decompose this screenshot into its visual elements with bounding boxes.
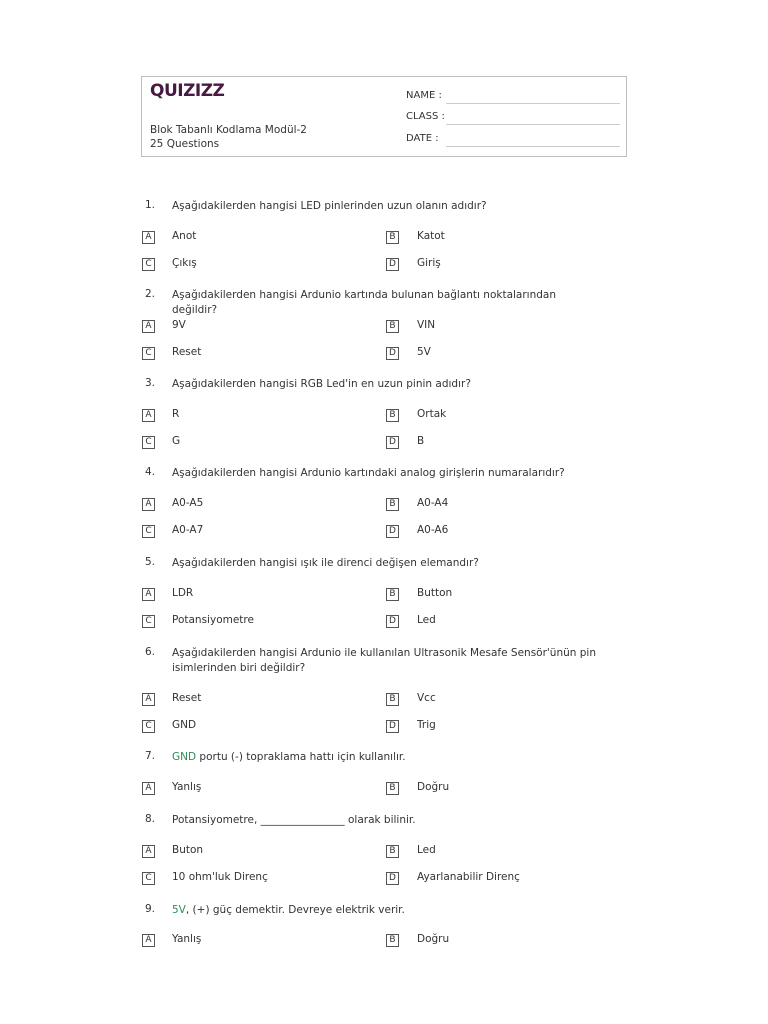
option-box-d[interactable]: D xyxy=(386,615,399,628)
option-text: A0-A5 xyxy=(172,497,204,509)
option-text: A0-A6 xyxy=(417,524,449,536)
option-text: A0-A7 xyxy=(172,524,204,536)
option-text: 10 ohm'luk Direnç xyxy=(172,871,268,883)
option-text: Doğru xyxy=(417,933,450,945)
option-text: Giriş xyxy=(417,257,441,269)
option-text: Yanlış xyxy=(172,933,202,945)
option-text: Led xyxy=(417,614,436,626)
option-box-a[interactable]: A xyxy=(142,782,155,795)
highlighted-term: 5V xyxy=(172,904,186,916)
question-text-rest: portu (-) topraklama hattı için kullanılır. xyxy=(196,751,406,763)
option-box-d[interactable]: D xyxy=(386,525,399,538)
question-number: 8. xyxy=(145,813,156,825)
option-box-b[interactable]: B xyxy=(386,845,399,858)
option-text: Trig xyxy=(417,719,436,731)
option-box-a[interactable]: A xyxy=(142,693,155,706)
name-label: NAME : xyxy=(406,90,442,101)
option-text: 9V xyxy=(172,319,186,331)
date-field[interactable] xyxy=(446,146,620,147)
option-box-c[interactable]: C xyxy=(142,615,155,628)
class-label: CLASS : xyxy=(406,111,445,122)
option-text: Ayarlanabilir Direnç xyxy=(417,871,520,883)
option-box-d[interactable]: D xyxy=(386,436,399,449)
question-count: 25 Questions xyxy=(150,138,220,150)
option-box-b[interactable]: B xyxy=(386,588,399,601)
question-text: Aşağıdakilerden hangisi ışık ile direnci değişen elemandır? xyxy=(172,557,479,569)
option-text: Doğru xyxy=(417,781,450,793)
option-text: VIN xyxy=(417,319,436,331)
option-box-d[interactable]: D xyxy=(386,258,399,271)
question-number: 5. xyxy=(145,556,156,568)
question-number: 2. xyxy=(145,288,156,300)
highlighted-term: GND xyxy=(172,751,197,763)
option-text: GND xyxy=(172,719,197,731)
question-number: 7. xyxy=(145,750,156,762)
question-number: 4. xyxy=(145,466,156,478)
option-text: Yanlış xyxy=(172,781,202,793)
option-text: Button xyxy=(417,587,453,599)
worksheet-header xyxy=(141,76,627,157)
question-text-rest: , (+) güç demektir. Devreye elektrik verir. xyxy=(185,904,405,916)
question-text: Potansiyometre, ________________ olarak bilinir. xyxy=(172,814,416,826)
question-text: Aşağıdakilerden hangisi RGB Led'in en uzun pinin adıdır? xyxy=(172,378,471,390)
question-number: 1. xyxy=(145,199,156,211)
quizizz-logo: QUIZIZZ xyxy=(150,81,225,101)
question-text xyxy=(172,750,602,765)
option-box-c[interactable]: C xyxy=(142,258,155,271)
question-number: 9. xyxy=(145,903,156,915)
option-text: A0-A4 xyxy=(417,497,449,509)
worksheet-title: Blok Tabanlı Kodlama Modül-2 xyxy=(150,124,307,136)
option-box-c[interactable]: C xyxy=(142,347,155,360)
option-box-a[interactable]: A xyxy=(142,845,155,858)
option-box-c[interactable]: C xyxy=(142,436,155,449)
option-text: Reset xyxy=(172,346,202,358)
option-box-b[interactable]: B xyxy=(386,498,399,511)
option-box-a[interactable]: A xyxy=(142,409,155,422)
question-number: 6. xyxy=(145,646,156,658)
question-text xyxy=(172,903,602,918)
question-text-line-1: Aşağıdakilerden hangisi Ardunio ile kullanılan Ultrasonik Mesafe Sensör'ünün pin xyxy=(172,647,596,659)
option-box-b[interactable]: B xyxy=(386,320,399,333)
name-field[interactable] xyxy=(446,103,620,104)
option-text: Led xyxy=(417,844,436,856)
question-text: Aşağıdakilerden hangisi Ardunio kartında bulunan bağlantı noktalarından değildir? xyxy=(172,289,557,316)
option-box-d[interactable]: D xyxy=(386,720,399,733)
question-text: Aşağıdakilerden hangisi LED pinlerinden uzun olanın adıdır? xyxy=(172,200,487,212)
option-box-b[interactable]: B xyxy=(386,231,399,244)
option-text: Katot xyxy=(417,230,445,242)
option-text: Ortak xyxy=(417,408,447,420)
option-box-b[interactable]: B xyxy=(386,782,399,795)
option-text: Anot xyxy=(172,230,197,242)
question-number: 3. xyxy=(145,377,156,389)
option-box-b[interactable]: B xyxy=(386,693,399,706)
option-box-b[interactable]: B xyxy=(386,409,399,422)
option-box-a[interactable]: A xyxy=(142,588,155,601)
option-text: Reset xyxy=(172,692,202,704)
option-text: LDR xyxy=(172,587,194,599)
question-text: Aşağıdakilerden hangisi Ardunio kartındaki analog girişlerin numaralarıdır? xyxy=(172,467,565,479)
option-box-a[interactable]: A xyxy=(142,934,155,947)
option-box-a[interactable]: A xyxy=(142,231,155,244)
option-box-c[interactable]: C xyxy=(142,525,155,538)
option-text: Potansiyometre xyxy=(172,614,254,626)
option-box-a[interactable]: A xyxy=(142,320,155,333)
question-text-line-2: isimlerinden biri değildir? xyxy=(172,662,306,674)
option-text: G xyxy=(172,435,181,447)
option-text: Buton xyxy=(172,844,204,856)
option-box-b[interactable]: B xyxy=(386,934,399,947)
option-text: R xyxy=(172,408,180,420)
option-text: Çıkış xyxy=(172,257,197,269)
option-box-d[interactable]: D xyxy=(386,872,399,885)
option-box-c[interactable]: C xyxy=(142,720,155,733)
class-field[interactable] xyxy=(446,124,620,125)
option-text: B xyxy=(417,435,425,447)
option-text: Vcc xyxy=(417,692,436,704)
option-box-c[interactable]: C xyxy=(142,872,155,885)
option-box-d[interactable]: D xyxy=(386,347,399,360)
option-text: 5V xyxy=(417,346,431,358)
option-box-a[interactable]: A xyxy=(142,498,155,511)
date-label: DATE : xyxy=(406,133,439,144)
